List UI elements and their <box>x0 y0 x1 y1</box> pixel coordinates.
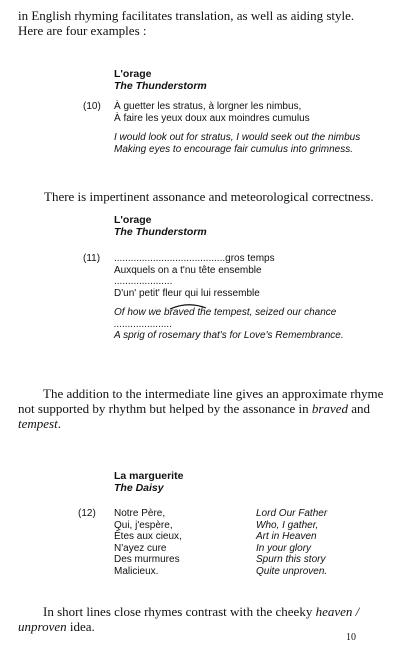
example-10-number: (10) <box>83 101 101 112</box>
example-11-fr-4: D'un' petit' fleur qui lui ressemble <box>114 287 260 299</box>
example-10-title-fr: L'orage <box>114 68 152 80</box>
example-12-en-5: Spurn this story <box>256 554 326 565</box>
para3-italic-braved: braved <box>311 401 348 416</box>
assonance-paragraph: There is impertinent assonance and meteorological correctness. <box>44 189 374 204</box>
para4-text-2: idea. <box>66 619 95 634</box>
intro-line-2: Here are four examples : <box>18 23 147 38</box>
example-12-fr-1: Notre Père, <box>114 508 166 519</box>
intermediate-line-paragraph <box>18 386 384 431</box>
para3-text-3: . <box>57 416 61 431</box>
para3-text-2: and <box>348 401 371 416</box>
example-12-title <box>114 470 183 494</box>
example-10-en-1: I would look out for stratus, I would seek out the nimbus <box>114 132 361 143</box>
example-11-en-1: Of how we braved the tempest, seized our chance <box>114 307 337 318</box>
example-11-fr-1: ........................................gros temps <box>114 253 275 264</box>
example-12-fr-3: Êtes aux cieux, <box>114 531 182 542</box>
example-12-title-fr: La marguerite <box>114 470 184 482</box>
example-10-title-en: The Thunderstorm <box>114 80 207 92</box>
example-11-fr-3: ..................... <box>114 276 173 287</box>
example-12-en-2: Who, I gather, <box>256 519 319 531</box>
example-11-number: (11) <box>83 253 101 264</box>
example-11-en-2: ..................... <box>114 318 173 330</box>
example-11-title-en: The Thunderstorm <box>114 226 207 238</box>
example-10-lines <box>114 101 360 155</box>
para4-text-1: In short lines close rhymes contrast with the cheeky <box>43 604 316 619</box>
example-10-fr-2: À faire les yeux doux aux moindres cumulus <box>114 112 310 124</box>
page-number: 10 <box>346 632 356 643</box>
handwritten-arc-mark <box>168 302 208 310</box>
example-12-en-3: Art in Heaven <box>256 531 317 542</box>
example-12-en-column <box>256 508 327 577</box>
example-12-title-en: The Daisy <box>114 482 164 494</box>
closing-paragraph <box>18 604 384 634</box>
example-11-title <box>114 214 207 238</box>
example-10-fr-1: À guetter les stratus, à lorgner les nimbus, <box>114 101 302 112</box>
example-12-fr-2: Qui, j'espère, <box>114 519 173 531</box>
example-12-fr-5: Des murmures <box>114 554 180 565</box>
example-10-en-2: Making eyes to encourage fair cumulus into grimness. <box>114 143 354 155</box>
example-12-en-6: Quite unproven. <box>256 565 328 577</box>
para4-italic-heaven-unproven: heaven / unproven <box>18 604 360 634</box>
example-12-en-4: In your glory <box>256 542 312 554</box>
intro-line-1: in English rhyming facilitates translation, as well as aiding style. <box>18 8 355 23</box>
example-11-fr-2: Auxquels on a t'nu tête ensemble <box>114 264 262 276</box>
para3-italic-tempest: tempest <box>18 416 58 431</box>
example-12-fr-column <box>114 508 182 577</box>
example-11-lines <box>114 253 344 342</box>
example-12-en-1: Lord Our Father <box>256 508 328 519</box>
example-12-number: (12) <box>78 508 96 519</box>
example-11-title-fr: L'orage <box>114 214 152 226</box>
para3-text-1: The addition to the intermediate line gives an approximate rhyme not supported by rhythm but helped by the assonance in <box>18 386 384 416</box>
intro-paragraph <box>18 8 384 38</box>
example-12-fr-6: Malicieux. <box>114 565 159 577</box>
example-10-title <box>114 68 207 92</box>
example-12-fr-4: N'ayez cure <box>114 542 167 554</box>
example-11-en-3: A sprig of rosemary that's for Love's Remembrance. <box>114 330 344 341</box>
